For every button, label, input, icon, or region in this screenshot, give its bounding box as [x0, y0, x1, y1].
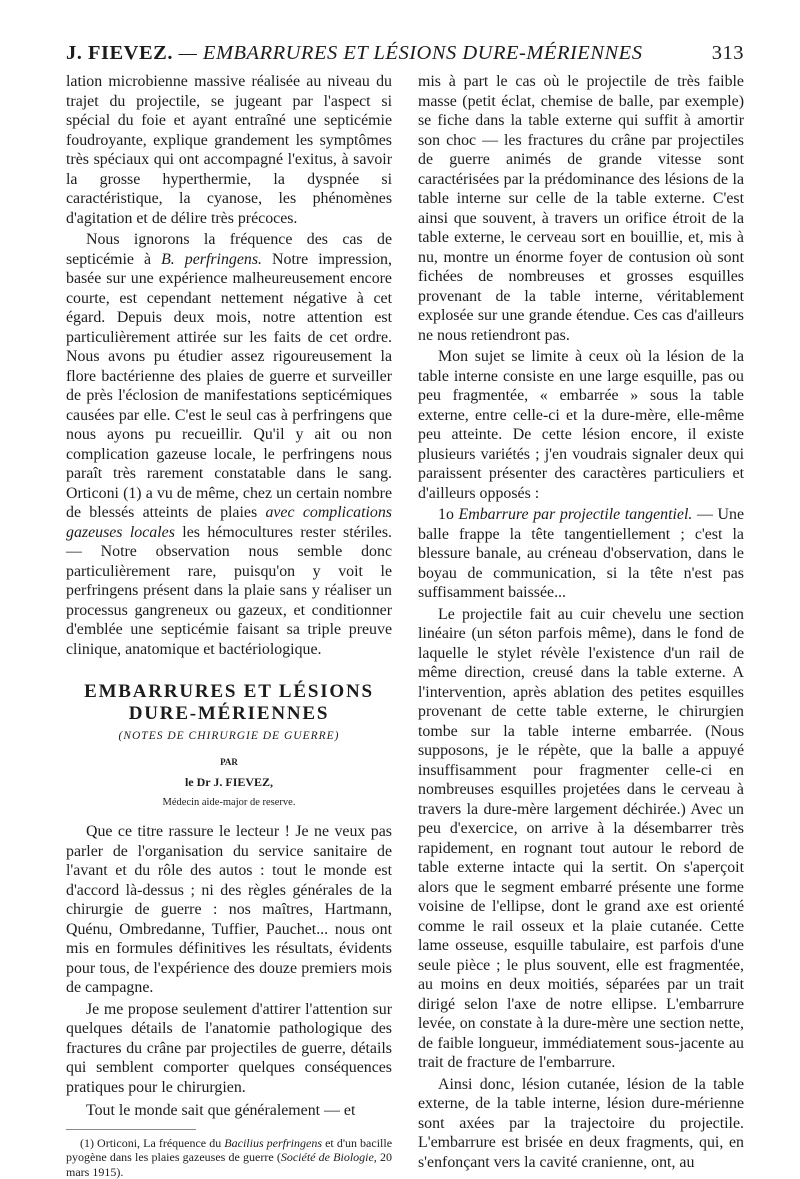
paragraph: Ainsi donc, lésion cutanée, lésion de la table externe, de la table interne, lésion dure-mérienne sont axées par la trajectoire du projectile. L'embarrure est brisée en deux fragments, qui, en s'enfonçant vers la cavité cranienne, ont, au [418, 1075, 744, 1173]
left-column [66, 72, 392, 1102]
article-title: EMBARRURES ET LÉSIONS DURE-MÉRIENNES [66, 681, 392, 725]
paragraph: Tout le monde sait que généralement — et [66, 1101, 392, 1121]
running-header [66, 42, 744, 72]
article-par: PAR [66, 753, 392, 773]
paragraph: Le projectile fait au cuir chevelu une section linéaire (un séton parfois même), dans le fond de laquelle le stylet révèle l'existence d'un rail de même direction, creusé dans la table externe. A l'intervention, après ablation des petites esquilles provenant de cette table externe, le chirurgien tombe sur la table interne embarrée. (Nous supposons, je le répète, que la balle a appuyé insuffisamment pour fragmenter celle-ci en nombreuses esquilles projetées dans le cerveau à travers la dure-mère largement déchirée.) Avec un peu d'exercice, on arrive à la désembarrer très rapidement, en rognant tout autour le rebord de table externe intacte qui la sertit. On s'aperçoit alors que le segment embarré présente une forme voisine de l'ellipse, dont le grand axe est orienté comme le rail osseux et la plaie cutanée. Cette lame osseuse, esquille tabulaire, est parfois d'une seule pièce ; le plus souvent, elle est fragmentée, au moins en deux moitiés, séparées par un trait dirigé selon l'axe de notre ellipse. L'embarrure levée, on constate à la dure-mère une section nette, de faible longueur, immédiatement sous-jacente au trait de fracture de l'embarrure. [418, 605, 744, 1073]
paragraph: Que ce titre rassure le lecteur ! Je ne veux pas parler de l'organisation du service sanitaire de l'avant et du rôle des autos : tout le monde est d'accord là-dessus ; ni des règles générales de la chirurgie de guerre : nos maîtres, Hartmann, Quénu, Ombredanne, Tuffier, Pauchet... nous ont mis en formules définitives les résultats, évidents pour tous, de l'expérience des douze premiers mois de campagne. [66, 822, 392, 998]
paragraph: 1o Embarrure par projectile tangentiel. — Une balle frappe la tête tangentiellement ; c'est la blessure banale, au créneau d'observation, dans le boyau de communication, si la tête n'est pas suffisamment baissée... [418, 505, 744, 603]
header-author: J. FIEVEZ. [66, 42, 173, 64]
article-author: le Dr J. FIEVEZ, [66, 773, 392, 793]
article-author-rank: Médecin aide-major de reserve. [66, 793, 392, 813]
article-subtitle: (NOTES DE CHIRURGIE DE GUERRE) [66, 727, 392, 747]
page-number: 313 [712, 42, 744, 65]
header-title: — EMBARRURES ET LÉSIONS DURE-MÉRIENNES [179, 42, 643, 64]
footnote: (1) Orticoni, La fréquence du Bacilius perfringens et d'un bacille pyogène dans les plaies gazeuses de guerre (Société de Biologie, 20 mars 1915). [66, 1136, 392, 1179]
right-column [418, 72, 744, 1102]
paragraph: Je me propose seulement d'attirer l'attention sur quelques détails de l'anatomie pathologique des fractures du crâne par projectiles de guerre, détails qui semblent comporter quelques conséquences pratiques pour le chirurgien. [66, 1000, 392, 1098]
footnote-divider [66, 1129, 196, 1130]
paragraph: Nous ignorons la fréquence des cas de septicémie à B. perfringens. Notre impression, basée sur une expérience malheureusement encore courte, est cependant nettement négative à cet égard. Depuis deux mois, notre attention est particulièrement attirée sur les faits de cet ordre. Nous avons pu étudier assez rigoureusement la flore bactérienne des plaies de guerre et surveiller de près l'éclosion de manifestations septicémiques causées par elle. C'est le seul cas à perfringens que nous ayons pu recueillir. Qu'il y ait ou non complication gazeuse locale, le perfringens nous paraît très rarement constatable dans le sang. Orticoni (1) a vu de même, chez un certain nombre de blessés atteints de plaies avec complications gazeuses locales les hémocultures rester stériles. — Notre observation nous semble donc particulièrement rare, puisqu'on y voit le perfringens présent dans la plaie sans y réaliser un processus gangreneux ou gazeux, et conditionner d'emblée une septicémie faisant sa triple preuve clinique, anatomique et bactériologique. [66, 230, 392, 659]
paragraph: Mon sujet se limite à ceux où la lésion de la table interne consiste en une large esquille, pas ou peu fragmentée, « embarrée » sous la table externe, entre celle-ci et la dure-mère, elle-même peu atteinte. De cette lésion encore, il existe plusieurs variétés ; j'en voudrais signaler deux qui paraissent présenter des caractères particuliers et d'ailleurs opposés : [418, 347, 744, 503]
paragraph: mis à part le cas où le projectile de très faible masse (petit éclat, chemise de balle, par exemple) se fiche dans la table externe qui suffit à amortir son choc — les fractures du crâne par projectiles de guerre animés de grande vitesse sont caractérisées par la prédominance des lésions de la table interne sur celle de la table externe. C'est ainsi que souvent, à travers un orifice étroit de la table externe, le cerveau sort en bouillie, et, mis à nu, montre un énorme foyer de contusion où sont fichées de nombreuses et grosses esquilles provenant de la table interne, véritablement explosée sur une grande étendue. Ces cas d'ailleurs ne nous retiendront pas. [418, 72, 744, 345]
paragraph: lation microbienne massive réalisée au niveau du trajet du projectile, se jugeant par l'aspect si spécial du foie et ayant entraîné une septicémie foudroyante, explique grandement les symptômes très spéciaux qui ont accompagné l'exitus, à savoir la grosse hyperthermie, la dyspnée si caractéristique, la cyanose, les phénomènes d'agitation et de délire très précoces. [66, 72, 392, 228]
